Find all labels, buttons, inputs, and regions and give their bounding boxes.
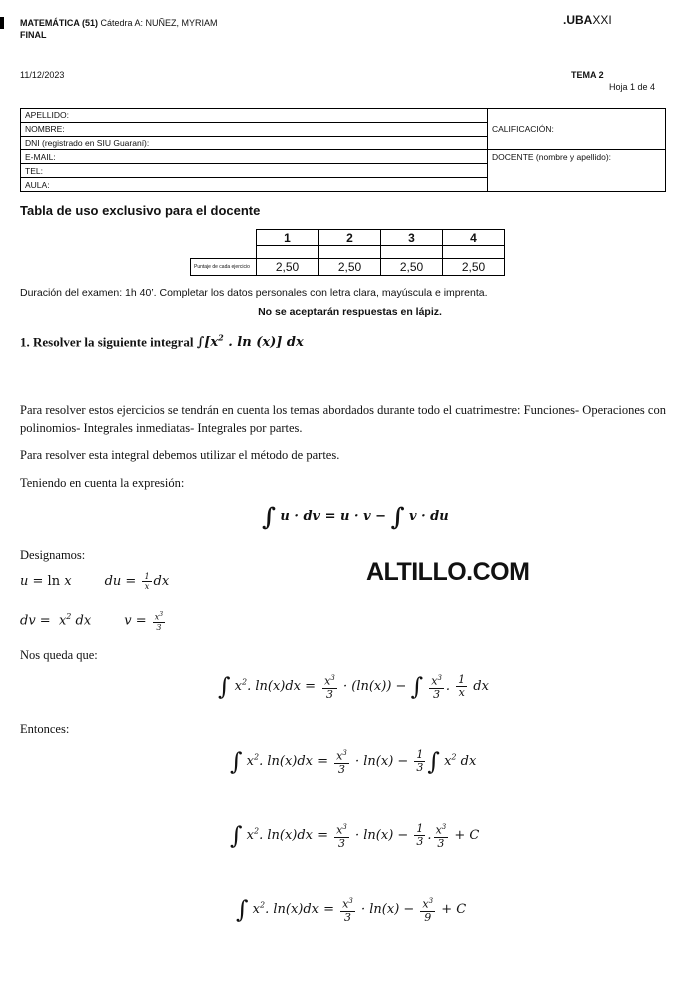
equation-step-3: ∫ $x^2$. ln(x)dx = $\frac{x^3}{3}$ · ln(x) − $\frac{1}{3}$ . $\frac{x^3}{3}$ + C [230,821,480,850]
designation-dv: dv = $x^2$ dx v = $\frac{x^3}{3}$ [20,611,164,632]
field-email[interactable]: E-MAIL: [21,150,488,164]
duration-instructions: Duración del examen: 1h 40’. Completar los datos personales con letra clara, mayúscula e imprenta. [20,287,488,299]
score-col-header: 3 [381,230,443,246]
score-value: 2,50 [319,259,381,276]
uba-xxi-logo: .UBAXXI [563,13,612,27]
designamos-label: Designamos: [20,548,86,562]
field-aula[interactable]: AULA: [21,178,488,192]
score-table [190,229,505,276]
field-calificacion[interactable]: CALIFICACIÓN: [488,109,666,150]
exam-date: 11/12/2023 [20,70,65,80]
topics-paragraph: Para resolver estos ejercicios se tendrán en cuenta los temas abordados durante todo el cuatrimestre: Funciones- Operaciones con polinomios- Integrales inmediatas- Integrales por partes. [20,403,666,435]
exercise-title: 1. Resolver la siguiente integral $\int[x^2$ . ln (x)] dx [20,333,304,351]
field-tel[interactable]: TEL: [21,164,488,178]
nos-queda-label: Nos queda que: [20,648,98,662]
score-value: 2,50 [443,259,505,276]
score-row-label: Puntaje de cada ejercicio [191,259,257,276]
field-apellido[interactable]: APELLIDO: [21,109,488,123]
designation-u: u = ln x du = $\frac{1}{x}$ dx [20,572,170,591]
personal-data-form [20,108,666,192]
score-value: 2,50 [381,259,443,276]
teacher-table-title: Tabla de uso exclusivo para el docente [20,203,261,218]
field-docente[interactable]: DOCENTE (nombre y apellido): [488,150,666,192]
score-col-header: 1 [257,230,319,246]
exam-type: FINAL [20,30,47,40]
score-cell-blank[interactable] [319,246,381,259]
equation-step-2: ∫ $x^2$. ln(x)dx = $\frac{x^3}{3}$ · ln(x) − $\frac{1}{3}$ ∫ $x^2$ dx [230,747,477,776]
no-pencil-warning: No se aceptarán respuestas en lápiz. [258,306,442,318]
entonces-label: Entonces: [20,722,70,736]
tema-label: TEMA 2 [571,70,604,80]
score-cell-blank[interactable] [257,246,319,259]
altillo-watermark: ALTILLO.COM [366,558,530,586]
equation-result: ∫ $x^2$. ln(x)dx = $\frac{x^3}{3}$ · ln(x) − $\frac{x^3}{9}$ + C [236,895,467,924]
score-col-header: 4 [443,230,505,246]
equation-step-1: ∫ $x^2$. ln(x)dx = $\frac{x^3}{3}$ · (ln(x)) − ∫ $\frac{x^3}{3}$ . $\frac{1}{x}$ dx [218,672,489,701]
score-cell-blank[interactable] [443,246,505,259]
left-margin-mark [0,17,4,29]
expression-intro: Teniendo en cuenta la expresión: [20,476,185,490]
score-col-header: 2 [319,230,381,246]
course-title: MATEMÁTICA (51) Cátedra A: NUÑEZ, MYRIAM [20,18,218,28]
field-nombre[interactable]: NOMBRE: [21,122,488,136]
parts-formula: ∫ u · dv = u · v − ∫ v · du [262,502,449,531]
method-paragraph: Para resolver esta integral debemos utilizar el método de partes. [20,448,340,462]
score-cell-blank[interactable] [381,246,443,259]
field-dni[interactable]: DNI (registrado en SIU Guaraní): [21,136,488,150]
page-counter: Hoja 1 de 4 [609,82,656,92]
score-value: 2,50 [257,259,319,276]
